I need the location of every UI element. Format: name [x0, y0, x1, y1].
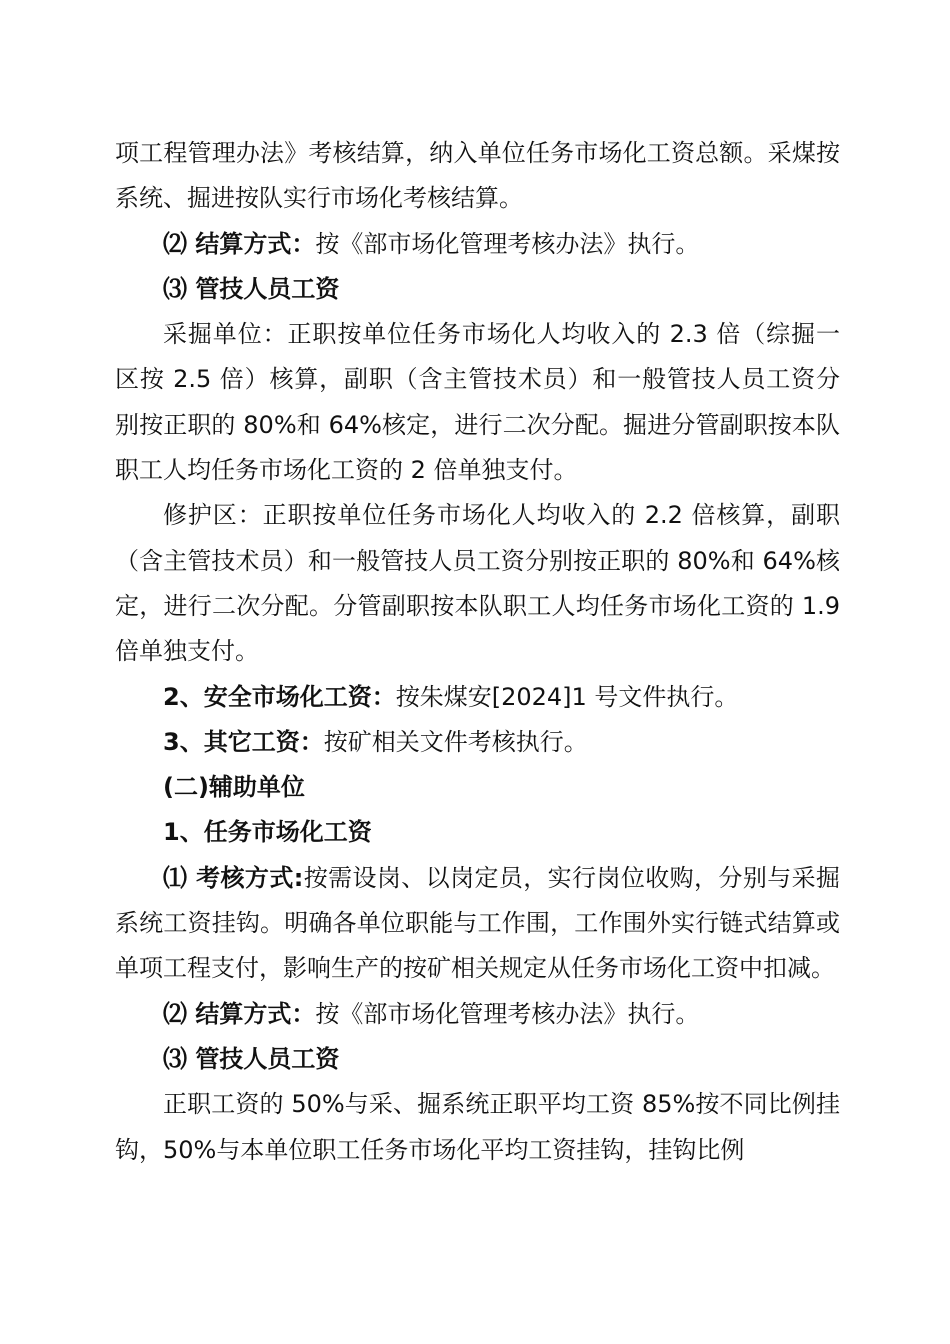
- paragraph-other-wages: [115, 720, 840, 765]
- paragraph-text: 按矿相关文件考核执行。: [323, 727, 588, 756]
- paragraph-text: 项工程管理办法》考核结算，纳入单位任务市场化工资总额。采煤按系统、掘进按队实行市场化考核结算。: [115, 139, 840, 213]
- document-body: [115, 131, 840, 1173]
- subsection-heading: 1、任务市场化工资: [163, 818, 372, 847]
- paragraph-repair-area: [115, 493, 840, 674]
- paragraph-settlement-method-1: [115, 222, 840, 267]
- section-heading: (二)辅助单位: [163, 773, 305, 802]
- paragraph-heading: 3、其它工资：: [163, 727, 324, 756]
- paragraph-mining-units: [115, 312, 840, 493]
- paragraph-management-wages-heading-2: [115, 1037, 840, 1082]
- paragraph-text: 按需设岗、以岗定员，实行岗位收购，分别与采掘系统工资挂钩。明确各单位职能与工作围，工作围外实行链式结算或单项工程支付，影响生产的按矿相关规定从任务市场化工资中扣减。: [115, 863, 841, 983]
- paragraph-text: 按《部市场化管理考核办法》执行。: [315, 999, 700, 1028]
- paragraph-assessment-method: [115, 856, 840, 992]
- paragraph-heading: ⑵ 结算方式：: [163, 229, 316, 258]
- paragraph-text: 按《部市场化管理考核办法》执行。: [315, 229, 700, 258]
- subsection-heading-task-market-wages: [115, 810, 840, 855]
- paragraph-settlement-method-2: [115, 992, 840, 1037]
- paragraph-text: 正职工资的 50%与采、掘系统正职平均工资 85%按不同比例挂钩，50%与本单位职工任务市场化平均工资挂钩，挂钩比例: [115, 1090, 840, 1164]
- paragraph-text: 按朱煤安[2024]1 号文件执行。: [395, 682, 739, 711]
- paragraph-text: 采掘单位：正职按单位任务市场化人均收入的 2.3 倍（综掘一区按 2.5 倍）核算，副职（含主管技术员）和一般管技人员工资分别按正职的 80%和 64%核定，进行二次分配。掘进分管副职按本队职工人均任务市场化工资的 2 倍单独支付。: [115, 320, 840, 485]
- paragraph-heading: ⑴ 考核方式:: [163, 863, 304, 892]
- paragraph-heading: ⑶ 管技人员工资: [163, 274, 340, 303]
- paragraph-management-wages-heading-1: [115, 267, 840, 312]
- paragraph-heading: ⑵ 结算方式：: [163, 999, 316, 1028]
- paragraph-heading: 2、安全市场化工资：: [163, 682, 396, 711]
- paragraph-heading: ⑶ 管技人员工资: [163, 1044, 340, 1073]
- paragraph-safety-wages: [115, 675, 840, 720]
- paragraph-chief-wages: [115, 1082, 840, 1173]
- section-heading-auxiliary-units: [115, 765, 840, 810]
- paragraph-text: 修护区：正职按单位任务市场化人均收入的 2.2 倍核算，副职（含主管技术员）和一般管技人员工资分别按正职的 80%和 64%核定，进行二次分配。分管副职按本队职工人均任务市场化工资的 1.9 倍单独支付。: [115, 501, 840, 666]
- paragraph-1: [115, 131, 840, 222]
